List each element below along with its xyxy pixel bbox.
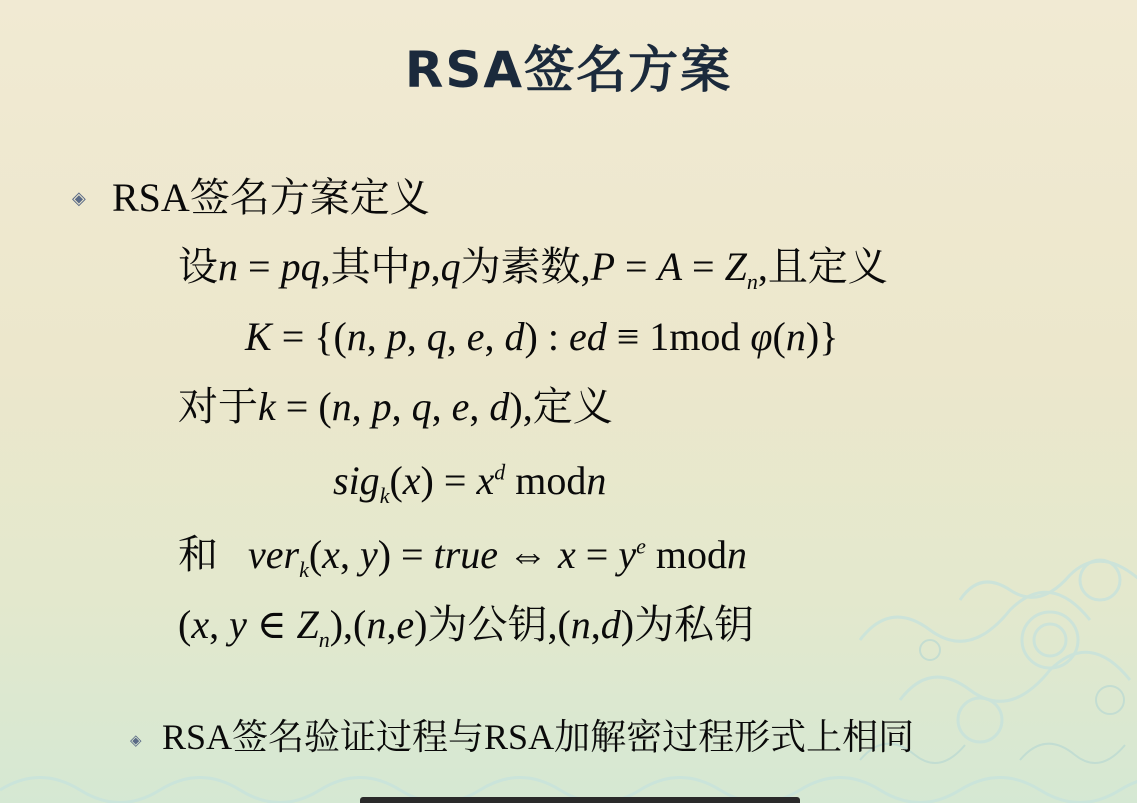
key-description: (x, y ∈ $Z_n),(n,e)$为公钥,(n,d)为私钥 [178,602,755,652]
diamond-bullet-icon: ◈ [130,733,142,749]
bottom-edge-bar [360,797,800,803]
verification-formula: 和 ver$_k$(x, y) = true ⇔ $x = y^e$ modn [178,532,748,582]
definition-line-3: 对于k = (n, p, q, e, d),定义 [178,384,613,429]
bullet-verification-note: RSA签名验证过程与RSA加解密过程形式上相同 [162,717,915,757]
bullet-rsa-definition: RSA签名方案定义 [112,175,430,220]
definition-line-1: 设n = pq,其中p,q为素数$,P = A = Z_n$,且定义 [178,244,888,294]
signature-formula: $sig_k(x) = x^d$ modn [333,458,607,508]
slide-title: RSA签名方案 [404,41,733,99]
diamond-bullet-icon: ◈ [72,188,86,208]
key-space-formula: K = {(n, p, q, e, d) : ed ≡ 1mod φ(n)} [245,314,839,359]
